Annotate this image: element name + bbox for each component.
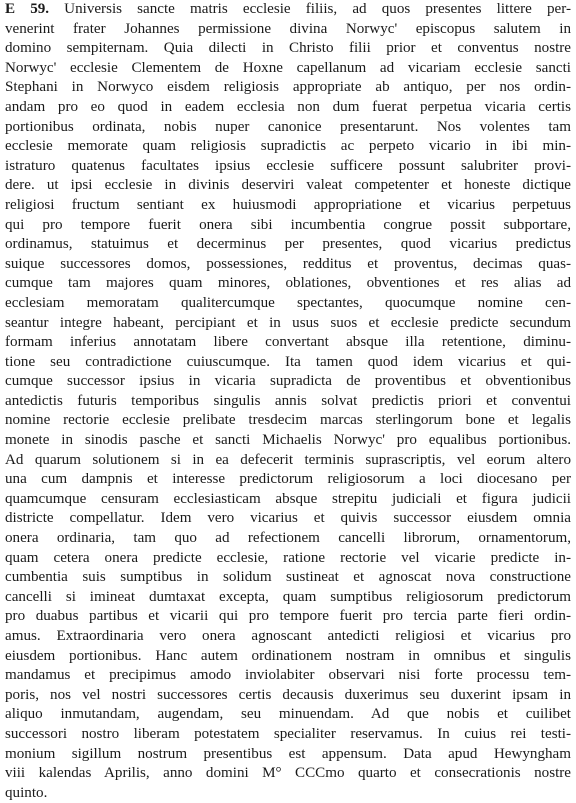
document-text [5,0,571,803]
text-line: Stephani in Norwyco eisdem religiosis appropriate ab antiquo, per nos ordin- [5,79,571,96]
text-line: Ad quarum solutionem si in ea defecerit terminis suprascriptis, vel eorum altero [5,451,571,468]
text-line: aliquo inmutandam, augendam, seu minuendam. Ad que nobis et cuilibet [5,706,571,723]
text-line: cumque tam majores quam minores, oblationes, obventiones et res alias ad [5,275,571,292]
document-page [5,0,571,801]
text-line: domino sempiternam. Quia dilecti in Christo filii prior et conventus nostre [5,40,571,57]
text-line: ordinamus, statuimus et decerminus per presentes, quod vicarius predictus [5,236,571,253]
text-line: cumbentia suis sumptibus in solidum sustineat et agnoscat nova constructione [5,569,571,586]
text-line: tione seu contradictione cuiuscumque. Ita tamen quod idem vicarius et qui- [5,353,571,370]
text-line: istraturo quatenus facultates ipsius ecclesie sufficere possunt salubriter provi- [5,157,571,174]
text-line: successori nostro liberam potestatem specialiter reservamus. In cuius rei testi- [5,725,571,742]
text-line: antedictis futuris temporibus singulis annis solvat predictis priori et conventui [5,392,571,409]
text-line: monium sigillum nostrum presentibus est appensum. Data apud Hewyngham [5,745,571,762]
text-line: Norwyc' ecclesie Clementem de Hoxne capellanum ad vicariam ecclesie sancti [5,59,571,76]
text-line [5,0,571,20]
text-line: dere. ut ipsi ecclesie in divinis deserviri valeat competenter et honeste dictique [5,177,571,194]
text-line: nomine rectorie ecclesie prelibate tresdecim marcas sterlingorum bone et legalis [5,412,571,429]
text-line: formam inferius annotatam libere convertant absque illa retentione, diminu- [5,334,571,351]
text-line: religiosi fructum sentiant ex huiusmodi appropriatione et vicarius perpetuus [5,196,571,213]
text-line: ecclesie memorate quam religiosis supradictis ac perpeto vicario in ibi min- [5,138,571,155]
text-line: monete in sinodis pasche et sancti Michaelis Norwyc' pro equalibus portionibus. [5,432,571,449]
text-line: mandamus et precipimus amodo inviolabiter observari nisi forte processu tem- [5,667,571,684]
text-line: ecclesiam memoratam qualitercumque spectantes, quocumque nomine cen- [5,294,571,311]
text-line: seantur integre habeant, percipiant et in usus suos et ecclesie predicte secundum [5,314,571,331]
text-line: eiusdem portionibus. Hanc autem ordinationem nostram in omnibus et singulis [5,647,571,664]
text-line: qui pro tempore fuerit onera sibi incumbentia congrue possit subportare, [5,216,571,233]
text-line: districte compellatur. Idem vero vicarius et quivis successor eiusdem omnia [5,510,571,527]
text-line: pro duabus partibus et vicarii qui pro tempore fuerit pro tercia parte fieri ordin- [5,608,571,625]
entry-number: E 59. [5,1,50,17]
text-line: quamcumque censuram ecclesiasticam absque strepitu judiciali et figura judicii [5,490,571,507]
text-line: amus. Extraordinaria vero onera agnoscant antedicti religiosi et vicarius pro [5,628,571,644]
text-line: portionibus ordinata, nobis nuper canonice presentarunt. Nos volentes tam [5,118,571,135]
text-line: andam pro eo quod in eadem ecclesia non dum fuerat perpetua vicaria certis [5,98,571,115]
text-line: quinto. [5,784,48,801]
text-line: una cum dampnis et interesse predictorum religiosorum a loci diocesano per [5,471,571,488]
text-line: viii kalendas Aprilis, anno domini M° CCCmo quarto et consecrationis nostre [5,765,571,782]
text-line: quam cetera onera predicte ecclesie, ratione rectorie vel vicarie predicte in- [5,549,571,566]
text-line-content: Universis sancte matris ecclesie filiis, ad quos presentes littere per- [49,1,571,17]
text-line: cancelli si imineat dumtaxat excepta, quam sumptibus religiosorum predictorum [5,588,571,605]
text-line: poris, nos vel nostri successores certis decausis duxerimus seu duxerint ipsam in [5,686,571,703]
text-line: suique successores domos, possessiones, redditus et proventus, decimas quas- [5,255,571,272]
text-line: onera ordinaria, tam quo ad refectionem cancelli librorum, ornamentorum, [5,530,571,547]
text-line: venerint frater Johannes permissione divina Norwyc' episcopus salutem in [5,20,571,37]
text-line: cumque successor ipsius in vicaria supradicta de proventibus et obventionibus [5,373,571,390]
